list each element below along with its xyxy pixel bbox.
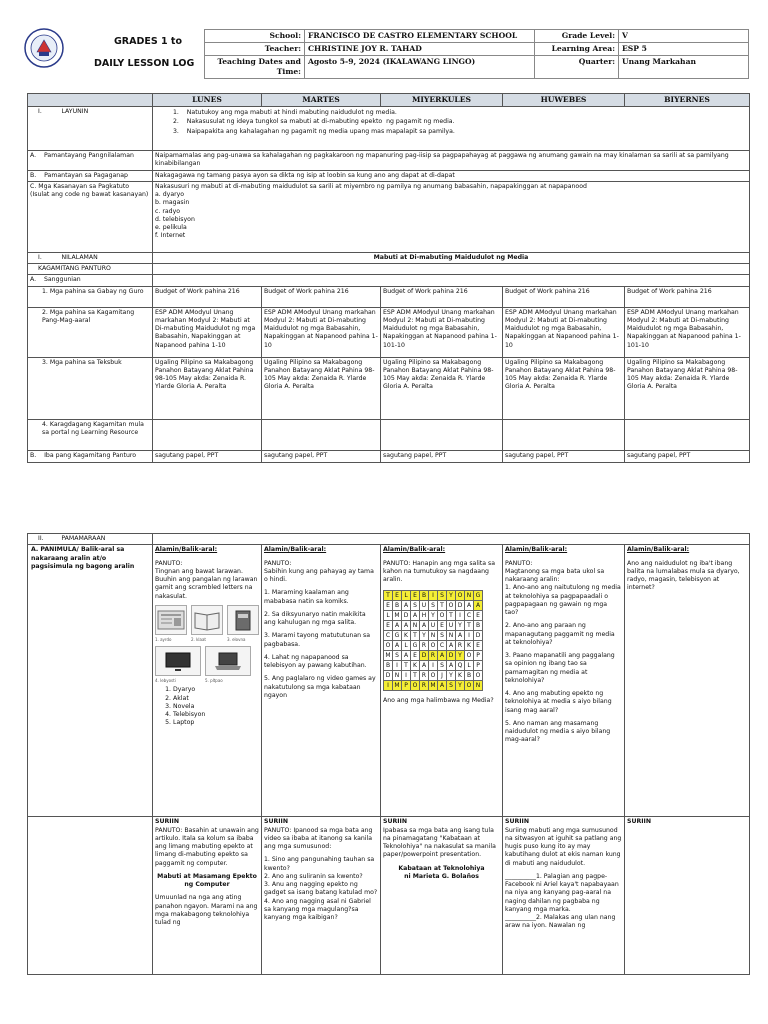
grid-cell: Y [456,681,465,691]
grid-cell: E [384,621,393,631]
grid-cell: I [402,671,411,681]
kagamitang-aaral-cell: ESP ADM AModyul Unang markahan Modyul 2: Mabuti at Di-mabuting Maidudulot ng mga Babasahin, Napakinggan at Napanood pahina 1-101-10 [381,307,503,357]
grid-cell: R [420,681,429,691]
suriin-lunes [153,817,262,975]
grid-cell: M [385,652,391,660]
article-title: Mabuti at Masamang Epekto ng Computer [157,872,257,888]
alamin-heading: Alamin/Balik-aral: [155,546,218,554]
layunin-label: I. LAYUNIN [28,107,153,151]
grid-cell: A [465,601,474,611]
kagamitan-label: KAGAMITANG PANTURO [28,264,153,275]
grid-cell: A [456,631,465,641]
biyernes-question: Ano ang naidudulot ng iba't ibang balita na lumalabas mula sa dyaryo, radyo, magasin, telebisyon at internet? [627,559,740,592]
panimula-huwebes [503,545,625,817]
grid-cell: D [402,611,411,621]
kagamitang-aaral-label: 2. Mga pahina sa Kagamitang Pang-Mag-aaral [28,307,153,357]
row-c-intro: Nakasusuri ng mabuti at di-mabuting maidudulot sa sarili at miyembro ng pamilya ng anumang babasahin, napapakinggan at napapanood [155,182,587,190]
grid-cell: T [438,601,447,611]
grid-cell: I [456,611,465,621]
grid-row [384,641,483,651]
suriin-heading: SURIIN [627,818,652,826]
grid-cell: O [411,681,420,691]
grid-cell: L [402,641,411,651]
question-item: 1. Sino ang pangunahing tauhan sa kwento? [264,856,375,872]
grid-cell: O [447,601,456,611]
grid-cell: S [447,681,456,691]
list-item: 5. Laptop [173,719,259,727]
grid-cell: E [393,591,402,601]
grid-cell: R [420,671,429,681]
grid-cell: E [384,601,393,611]
article-text: Umuunlad na nga ang ating panahon ngayon. Marami na ang mga makabagong teknolohiya tulad ng [155,894,258,926]
layunin-objectives [153,107,750,151]
teksbuk-cell: Ugaling Pilipino sa Makabagong Panahon Batayang Aklat Pahina 98-105 May akda: Zenaida R. Ylarde Gloria A. Peralta [153,357,262,419]
grid-cell: R [456,641,465,651]
question-item: 3. Anu ang nagging epekto ng gadget sa isang batang katulad mo? [264,881,378,897]
row-c-item: e. pelikula [155,224,187,232]
grid-cell: O [465,681,474,691]
grid-cell: A [420,621,429,631]
grid-cell: A [474,601,483,611]
row-c-item: a. dyaryo [155,191,185,199]
grid-row [384,681,483,691]
day-martes: MARTES [262,94,381,107]
teksbuk-cell: Ugaling Pilipino sa Makabagong Panahon Batayang Aklat Pahina 98-105 May akda: Zenaida R. Ylarde Gloria A. Peralta [381,357,503,419]
day-huwebes: HUWEBES [503,94,625,107]
grid-cell: T [411,631,420,641]
gabay-cell: Budget of Work pahina 216 [153,286,262,307]
grid-cell: E [474,611,483,621]
grid-cell: R [420,641,429,651]
grid-cell: L [384,611,393,621]
grid-cell: S [393,651,402,661]
grid-cell: N [474,681,483,691]
grid-cell: S [411,601,420,611]
grid-cell: D [456,601,465,611]
kagamitang-aaral-cell: ESP ADM AModyul Unang markahan Modyul 2: Mabuti at Di-mabuting Maidudulot ng mga Babasahin, Napakinggan at Napanood pahina 1-101-10 [625,307,750,357]
list-item: 2. Aklat [173,695,259,703]
question-item: 2. Ano ang suliranin sa kwento? [264,872,363,880]
grid-cell: S [438,591,447,601]
grid-cell: N [429,631,438,641]
iba-pang-cell: sagutang papel, PPT [381,450,503,462]
iba-pang-cell: sagutang papel, PPT [625,450,750,462]
grid-cell: K [402,631,411,641]
grid-cell: O [456,591,465,601]
panimula-martes [262,545,381,817]
grid-cell: T [411,671,420,681]
newspaper-image [155,605,187,635]
grid-cell: A [393,621,402,631]
objective-item: 1. Natutukoy ang mga mabuti at hindi mabuting naidudulot ng media. [173,109,397,117]
picture-labels-row2 [155,678,259,683]
miyerkules-question: Ano ang mga halimbawa ng Media? [383,697,494,705]
row-c-item: f. Internet [155,232,186,240]
gabay-cell: Budget of Work pahina 216 [625,286,750,307]
lesson-table-bottom [27,533,750,975]
grid-cell: S [438,661,447,671]
grid-cell: U [447,621,456,631]
grid-cell: E [411,591,420,601]
panuto-label: PANUTO: [264,559,292,567]
question-item: 3. Paano mapanatili ang paggalang sa opinion ng ibang tao sa pamamagitan ng media at teknolohiya? [505,652,615,684]
iba-pang-label: B. Iba pang Kagamitang Panturo [28,450,153,462]
alamin-heading: Alamin/Balik-aral: [627,546,690,554]
teksbuk-label: 3. Mga pahina sa Teksbuk [28,357,153,419]
grid-cell: A [438,681,447,691]
grid-cell: T [402,661,411,671]
teksbuk-cell: Ugaling Pilipino sa Makabagong Panahon Batayang Aklat Pahina 98-105 May akda: Zenaida R. Ylarde Gloria A. Peralta [262,357,381,419]
title-line2: DAILY LESSON LOG [94,58,195,69]
sanggunian-label: A. Sanggunian [28,275,153,286]
grid-cell: T [447,611,456,621]
picture-label: 4. lebyosti [155,678,176,684]
school-label: School: [205,30,305,43]
row-c-item: c. radyo [155,207,181,215]
grid-cell: T [465,621,474,631]
kagamitang-aaral-cell: ESP ADM AModyul Unang markahan Modyul 2: Mabuti at Di-mabuting Maidudulot ng mga Babasahin, Napakinggan at Napanood pahina 1-10 [153,307,262,357]
row-c-item: b. magasin [155,199,190,207]
grid-cell: O [429,641,438,651]
grid-cell: B [384,661,393,671]
grid-cell: R [429,651,438,661]
kagamitang-aaral-cell: ESP ADM AModyul Unang markahan Modyul 2: Mabuti at Di-mabuting Maidudulot ng mga Babasahin, Napakinggan at Napanood pahina 1-10 [262,307,381,357]
nilalaman-label: I. NILALAMAN [28,252,153,263]
device-pictures-row2 [155,646,259,676]
word-search-grid [383,590,483,691]
row-c-label: C. Mga Kasanayan sa Pagkatuto (Isulat ang code ng bawat kasanayan) [28,181,153,252]
grade-label: Grade Level: [535,30,619,43]
grid-cell: A [402,621,411,631]
school-value: FRANCISCO DE CASTRO ELEMENTARY SCHOOL [305,30,535,43]
grid-cell: C [465,611,474,621]
grid-cell: A [447,641,456,651]
grid-cell: B [465,671,474,681]
gabay-cell: Budget of Work pahina 216 [381,286,503,307]
suriin-heading: SURIIN [505,818,530,826]
panuto-label: PANUTO: [155,559,183,567]
question-item: 4. Ano ang mabuting epekto ng teknolohiya at media s aiyo bilang isang mag aaral? [505,690,612,714]
grid-row [384,611,483,621]
statement-item: 5. Ang paglalaro ng video games ay nakatutulong sa mga kabataan ngayon [264,675,376,699]
alamin-heading: Alamin/Balik-aral: [383,546,446,554]
grid-row [384,601,483,611]
grid-cell: D [420,651,429,661]
row-c-item: d. telebisyon [155,215,195,223]
quarter-value: Unang Markahan [619,56,749,79]
grid-cell: O [465,651,474,661]
grid-row [384,621,483,631]
grid-cell: I [393,661,402,671]
grid-cell: A [402,651,411,661]
karagdagan-label: 4. Karagdagang Kagamitan mula sa portal ng Learning Resource [28,419,153,450]
grid-cell: A [438,651,447,661]
grid-cell: L [465,661,474,671]
grid-cell: A [402,601,411,611]
teacher-value: CHRISTINE JOY R. TAHAD [305,43,535,56]
book-image [191,605,223,635]
suriin-miyerkules-text: Ipabasa sa mga bata ang isang tula na pinamagatang "Kabataan at Teknolohiya" na nakasulat sa manila paper/powerpoint presentation. [383,826,496,859]
grid-cell: A [447,661,456,671]
suriin-martes-text: PANUTO: Ipanood sa mga bata ang video sa ibaba at itanong sa kanila ang mga sumusunod: [264,826,373,850]
suriin-heading: SURIIN [155,818,180,826]
iba-pang-cell: sagutang papel, PPT [503,450,625,462]
gabay-cell: Budget of Work pahina 216 [503,286,625,307]
picture-label: 1. ayrdo [155,636,172,642]
suriin-martes [262,817,381,975]
grid-cell: E [411,651,420,661]
grid-cell: A [393,641,402,651]
area-value: ESP 5 [619,43,749,56]
grid-cell: G [393,631,402,641]
kagamitang-aaral-cell: ESP ADM AModyul Unang markahan Modyul 2: Mabuti at Di-mabuting Maidudulot ng mga Babasahin, Napakinggan at Napanood pahina 1-10 [503,307,625,357]
device-pictures [155,605,259,635]
grid-cell: Y [429,611,438,621]
grid-cell: L [402,591,411,601]
grid-cell: S [438,631,447,641]
grid-cell: P [474,661,483,671]
panimula-lunes [153,545,262,817]
grid-cell: I [429,591,438,601]
alamin-heading: Alamin/Balik-aral: [264,546,327,554]
iba-pang-cell: sagutang papel, PPT [262,450,381,462]
header-table [204,29,749,79]
huwebes-intro: Magtanong sa mga bata ukol sa nakaraang aralin: [505,567,605,583]
grid-cell: U [429,621,438,631]
grid-cell: M [394,682,400,690]
picture-labels-row1 [155,637,259,642]
dates-label: Teaching Dates and Time: [205,56,305,79]
grid-cell: N [411,621,420,631]
grid-cell: I [429,661,438,671]
picture-label: 3. elovna [227,636,246,642]
grid-cell: M [394,612,400,620]
grid-cell: O [384,641,393,651]
novel-image [227,605,259,635]
deped-seal [24,28,64,68]
grid-cell: C [384,631,393,641]
suriin-huwebes-text: Suriing mabuti ang mga sumusunod na sitwasyon at iguhit sa patlang ang hugis puso kung ito ay may kabutihang dulot at ekis naman kung di mabuti ang naidudulot. [505,826,622,867]
picture-label: 5. pltpao [205,678,223,684]
grid-cell: E [474,641,483,651]
grid-cell: N [393,671,402,681]
objective-item: 2. Nakasusulat ng ideya tungkol sa mabuti at di-mabuting epekto ng pagamit ng media. [173,118,455,126]
teksbuk-cell: Ugaling Pilipino sa Makabagong Panahon Batayang Aklat Pahina 98-105 May akda: Zenaida R. Ylarde Gloria A. Peralta [625,357,750,419]
suriin-huwebes [503,817,625,975]
objective-item: 3. Naipapakita ang kahalagahan ng pagamit ng media upang mas mapalapit sa pamilya. [173,127,455,135]
grid-cell: Y [456,621,465,631]
iba-pang-cell: sagutang papel, PPT [153,450,262,462]
alamin-heading: Alamin/Balik-aral: [505,546,568,554]
grid-row [384,651,483,661]
question-item: 4. Ano ang nagging asal ni Gabriel sa kanyang mga magulang?sa kanyang mga kaibigan? [264,897,371,921]
statement-item: 1. Maraming kaalaman ang mababasa natin sa komiks. [264,589,349,605]
grid-cell: Y [447,671,456,681]
row-b-label: B. Pamantayan sa Pagaganap [28,170,153,181]
grid-cell: Y [456,651,465,661]
grid-cell: K [456,671,465,681]
grid-cell: B [420,591,429,601]
suriin-heading: SURIIN [383,818,408,826]
grid-cell: A [420,661,429,671]
question-item: 5. Ano naman ang masamang naidudulot ng media s aiyo bilang mag-aaral? [505,719,611,744]
suriin-lunes-text: PANUTO: Basahin at unawain ang artikulo. Itala sa kolum sa ibaba ang limang mabuting epekto at limang di-mabuting epekto sa paggamit ng computer. [155,826,259,867]
grid-cell: D [384,671,393,681]
statement-item: 2. Sa diksyunaryo natin makikita ang kahulugan ng mga salita. [264,610,366,626]
suriin-heading: SURIIN [264,818,289,826]
grid-cell: H [420,611,429,621]
grid-cell: M [430,682,436,690]
row-b-text: Nakagagawa ng tamang pasya ayon sa dikta ng isip at loobin sa kung ano ang dapat at di-dapat [153,170,750,181]
gabay-cell: Budget of Work pahina 216 [262,286,381,307]
grid-cell: I [384,681,393,691]
grid-row [384,661,483,671]
grid-cell: Y [420,631,429,641]
list-item: 3. Novela [173,703,259,711]
panimula-label: A. PANIMULA/ Balik-aral sa nakaraang aralin at/o pagsisimula ng bagong aralin [28,545,153,817]
dates-value: Agosto 5-9, 2024 (IKALAWANG LINGO) [305,56,535,79]
teksbuk-cell: Ugaling Pilipino sa Makabagong Panahon Batayang Aklat Pahina 98-105 May akda: Zenaida R. Ylarde Gloria A. Peralta [503,357,625,419]
grid-cell: D [474,631,483,641]
row-c-content [153,181,750,252]
grade-value: V [619,30,749,43]
grid-cell: Y [447,591,456,601]
area-label: Learning Area: [535,43,619,56]
martes-intro: Sabihin kung ang pahayag ay tama o hindi. [264,567,374,583]
grid-cell: P [402,681,411,691]
day-biyernes: BIYERNES [625,94,750,107]
list-item: 1. Dyaryo [173,686,259,694]
question-item: 1. Ano-ano ang naitutulong ng media at teknolohiya sa pagpapaadali o pagpapagaan ng gawain ng mga tao? [505,584,621,616]
lesson-table-top [27,93,750,463]
grid-cell: K [465,641,474,651]
row-a-label: A. Pamantayang Pangnilalaman [28,151,153,171]
grid-cell: O [429,671,438,681]
panuto-label: PANUTO: [505,559,533,567]
grid-cell: J [438,671,447,681]
grid-cell: N [465,591,474,601]
grid-row [384,631,483,641]
situation-item: __________2. Malakas ang ulan nang araw na iyon. Nawalan ng [505,914,616,930]
statement-item: 4. Lahat ng napapanood sa telebisyon ay pawang kabutihan. [264,653,367,669]
day-miyerkules: MIYERKULES [381,94,503,107]
gabay-label: 1. Mga pahina sa Gabay ng Guro [28,286,153,307]
grid-cell: G [411,641,420,651]
statement-item: 3. Marami tayong matututunan sa pagbabasa. [264,632,371,648]
grid-cell: B [474,621,483,631]
grid-cell: I [465,631,474,641]
grid-cell: A [411,611,420,621]
grid-cell: B [393,601,402,611]
grid-cell: K [411,661,420,671]
miyerkules-instructions: PANUTO: Hanapin ang mga salita sa kahon na tumutukoy sa nagdaang aralin. [383,559,495,583]
grid-cell: C [438,641,447,651]
grid-row [384,591,483,601]
row-a-text: Naipamamalas ang pag-unawa sa kahalagahan ng pagkakaroon ng mapanuring pag-iisip sa pagpapahayag at paggawa ng anumang gawain na may kinalaman sa sarili at sa pamilyang kinabibilangan [153,151,750,171]
grid-cell: U [420,601,429,611]
grid-row [384,671,483,681]
teacher-label: Teacher: [205,43,305,56]
grid-cell: Q [456,661,465,671]
answer-list [155,686,259,727]
poem-title: Kabataan at Teknolohiya ni Marieta G. Bolaños [398,864,485,880]
pamamaraan-label: II. PAMAMARAAN [28,534,153,545]
grid-cell: T [384,591,393,601]
quarter-label: Quarter: [535,56,619,79]
suriin-miyerkules [381,817,503,975]
question-item: 2. Ano-ano ang paraan ng mapanagutang paggamit ng media at teknolohiya? [505,622,615,646]
grid-cell: S [429,601,438,611]
situation-item: __________1. Palagian ang pagpe-Facebook ni Ariel kaya't napabayaan na niya ang kanyang pag-aaral na naging dahilan ng pagbaba ng kanyang mga marka. [505,872,619,913]
grid-cell: G [474,591,483,601]
nilalaman-text: Mabuti at Di-mabuting Maidudulot ng Media [153,252,750,263]
grid-cell: D [447,651,456,661]
list-item: 4. Telebisyon [173,711,259,719]
title-line1: GRADES 1 to [114,36,182,47]
picture-label: 2. klaat [191,636,206,642]
grid-cell: O [438,611,447,621]
day-lunes: LUNES [153,94,262,107]
lunes-instructions: Tingnan ang bawat larawan. Buuhin ang pangalan ng larawan gamit ang scrambled letters na nakasulat. [155,567,258,600]
grid-cell: O [474,671,483,681]
panimula-miyerkules [381,545,503,817]
television-image [155,646,201,676]
panimula-biyernes [625,545,750,817]
laptop-image [205,646,251,676]
grid-cell: E [438,621,447,631]
grid-cell: N [447,631,456,641]
grid-cell: P [474,651,483,661]
suriin-biyernes [625,817,750,975]
